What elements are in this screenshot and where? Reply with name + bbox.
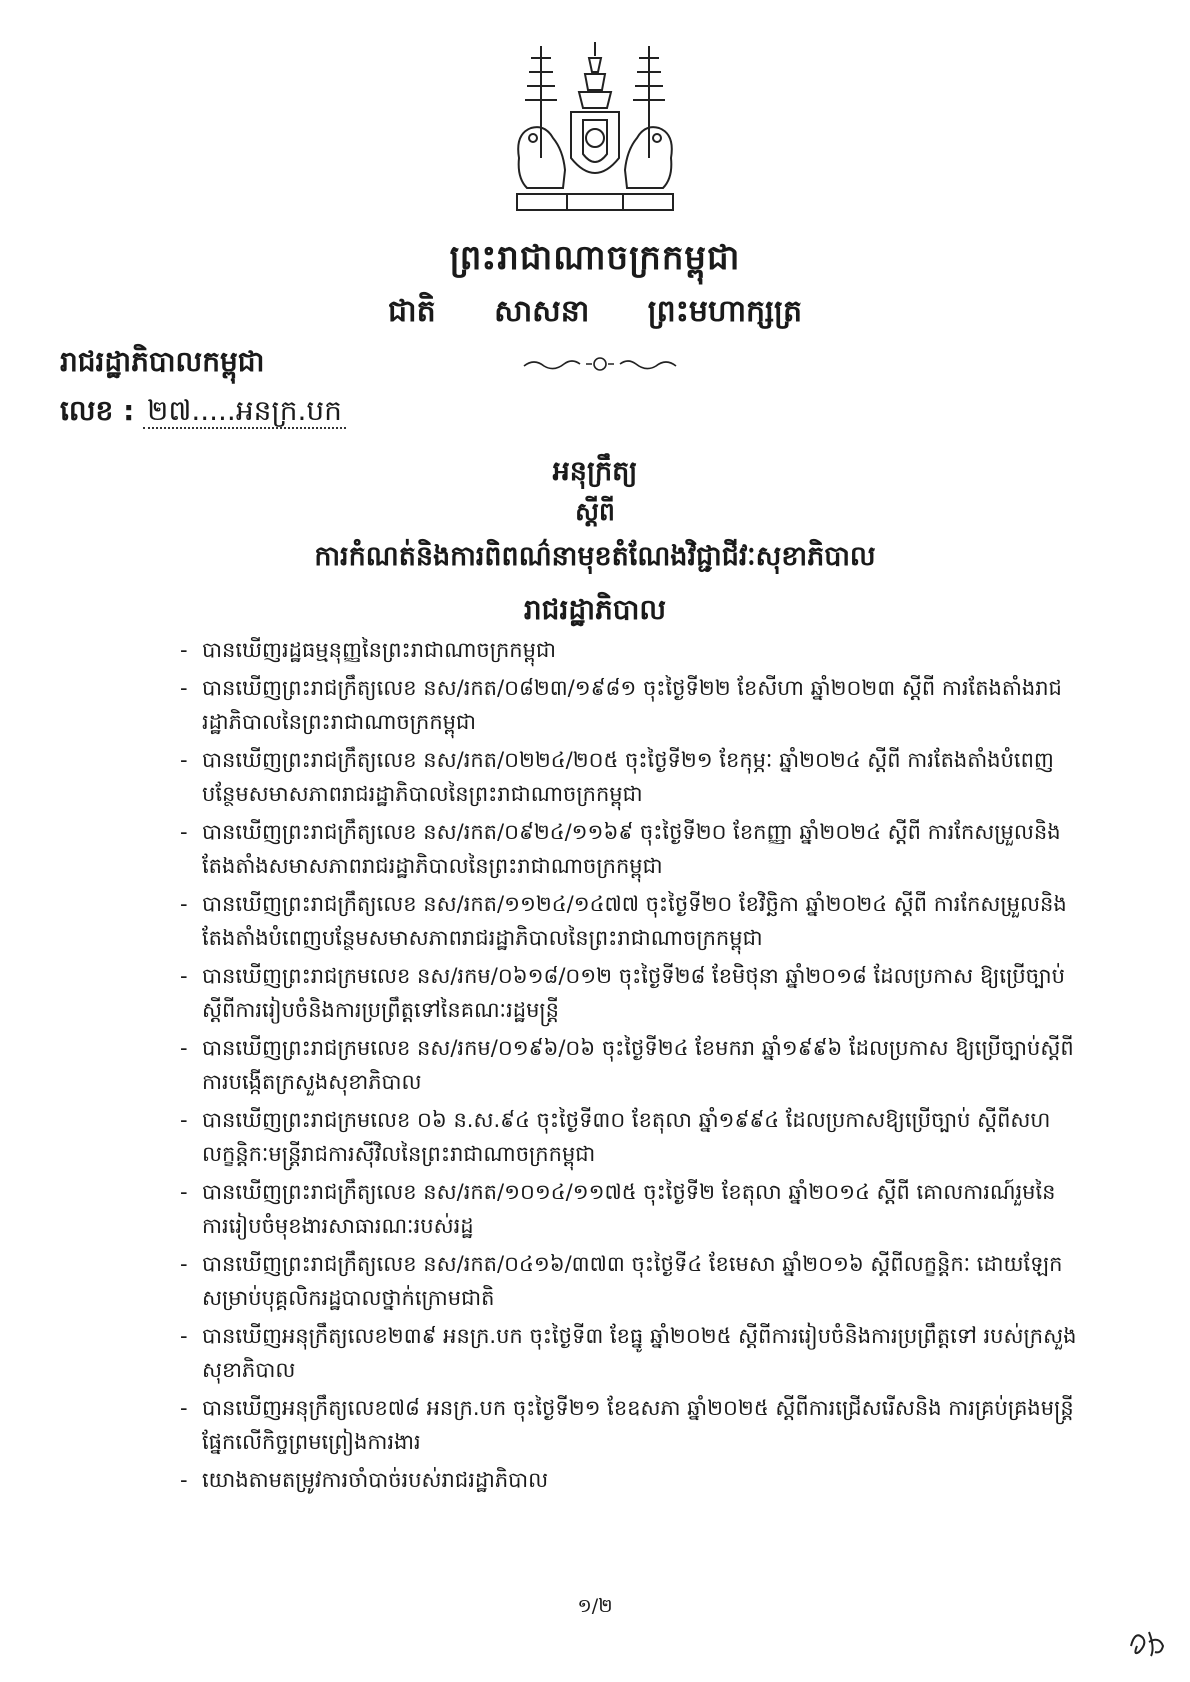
reference-item: - បានឃើញអនុក្រឹត្យលេខ២៣៩ អនក្រ.បក ចុះថ្ងៃទី៣ ខែធ្នូ ឆ្នាំ២០២៥ ស្តីពីការរៀបចំនិងការប្រព្រឹត្តទៅ របស់ក្រសួងសុខាភិបាល	[180, 1319, 1080, 1387]
national-motto	[0, 292, 1190, 336]
page-number: ១/២	[577, 1595, 613, 1617]
reference-item: - បានឃើញព្រះរាជក្រឹត្យលេខ នស/រកត/១១២៤/១៤៧៧ ចុះថ្ងៃទី២០ ខែវិច្ឆិកា ឆ្នាំ២០២៤ ស្តីពី ការកែសម្រួលនិងតែងតាំងបំពេញបន្ថែមសមាសភាពរាជរដ្ឋាភិបាលនៃព្រះរាជាណាចក្រកម្ពុជា	[180, 887, 1080, 955]
issuing-authority: រាជរដ្ឋាភិបាល	[523, 593, 667, 626]
reference-item: - បានឃើញព្រះរាជក្រឹត្យលេខ នស/រកត/០២២៤/២០៥ ចុះថ្ងៃទី២១ ខែកុម្ភៈ ឆ្នាំ២០២៤ ស្តីពី ការតែងតាំងបំពេញបន្ថែមសមាសភាពរាជរដ្ឋាភិបាលនៃព្រះរាជាណាចក្រកម្ពុជា	[180, 743, 1080, 811]
document-number	[60, 393, 346, 434]
decorative-divider-icon	[520, 354, 680, 374]
motto-king: ព្រះមហាក្សត្រ	[647, 294, 802, 329]
motto-nation: ជាតិ	[388, 294, 436, 329]
handwritten-initials-icon	[1125, 1624, 1169, 1660]
reference-item: - បានឃើញព្រះរាជក្រឹត្យលេខ នស/រកត/០៨២៣/១៩៨១ ចុះថ្ងៃទី២២ ខែសីហា ឆ្នាំ២០២៣ ស្តីពី ការតែងតាំងរាជរដ្ឋាភិបាលនៃព្រះរាជាណាចក្រកម្ពុជា	[180, 671, 1080, 739]
royal-coat-of-arms-icon	[505, 38, 685, 216]
reference-item: - បានឃើញព្រះរាជក្រឹត្យលេខ នស/រកត/១០១៤/១១៧៥ ចុះថ្ងៃទី២ ខែតុលា ឆ្នាំ២០១៤ ស្តីពី គោលការណ៍រួមនៃការរៀបចំមុខងារសាធារណៈរបស់រដ្ឋ	[180, 1175, 1080, 1243]
reference-item: - បានឃើញរដ្ឋធម្មនុញ្ញនៃព្រះរាជាណាចក្រកម្ពុជា	[180, 633, 1080, 667]
reference-item: - បានឃើញអនុក្រឹត្យលេខ៧៨ អនក្រ.បក ចុះថ្ងៃទី២១ ខែឧសភា ឆ្នាំ២០២៥ ស្តីពីការជ្រើសរើសនិង ការគ្រប់គ្រងមន្ត្រីផ្នែកលើកិច្ចព្រមព្រៀងការងារ	[180, 1391, 1080, 1459]
reference-item: - បានឃើញព្រះរាជក្រមលេខ នស/រកម/០៦១៨/០១២ ចុះថ្ងៃទី២៨ ខែមិថុនា ឆ្នាំ២០១៨ ដែលប្រកាស ឱ្យប្រើច្បាប់ស្តីពីការរៀបចំនិងការប្រព្រឹត្តទៅនៃគណៈរដ្ឋមន្ត្រី	[180, 959, 1080, 1027]
reference-item: - បានឃើញព្រះរាជក្រឹត្យលេខ នស/រកត/០៤១៦/៣៧៣ ចុះថ្ងៃទី៤ ខែមេសា ឆ្នាំ២០១៦ ស្តីពីលក្ខន្តិកៈ ដោយឡែកសម្រាប់បុគ្គលិករដ្ឋបាលថ្នាក់ក្រោមជាតិ	[180, 1247, 1080, 1315]
document-subject: ការកំណត់និងការពិពណ៌នាមុខតំណែងវិជ្ជាជីវៈសុខាភិបាល	[314, 541, 876, 572]
motto-religion: សាសនា	[494, 294, 590, 329]
about-label: ស្តីពី	[575, 497, 615, 526]
kingdom-title: ព្រះរាជាណាចក្រកម្ពុជា	[449, 238, 741, 278]
number-value: ២៧.....អនក្រ.បក	[143, 394, 346, 429]
reference-item: - យោងតាមតម្រូវការចាំបាច់របស់រាជរដ្ឋាភិបាល	[180, 1463, 1080, 1497]
reference-item: - បានឃើញព្រះរាជក្រមលេខ នស/រកម/០១៩៦/០៦ ចុះថ្ងៃទី២៤ ខែមករា ឆ្នាំ១៩៩៦ ដែលប្រកាស ឱ្យប្រើច្បាប់ស្តីពីការបង្កើតក្រសួងសុខាភិបាល	[180, 1031, 1080, 1099]
reference-item: - បានឃើញព្រះរាជក្រឹត្យលេខ នស/រកត/០៩២៤/១១៦៩ ចុះថ្ងៃទី២០ ខែកញ្ញា ឆ្នាំ២០២៤ ស្តីពី ការកែសម្រួលនិងតែងតាំងសមាសភាពរាជរដ្ឋាភិបាលនៃព្រះរាជាណាចក្រកម្ពុជា	[180, 815, 1080, 883]
issuing-government: រាជរដ្ឋាភិបាលកម្ពុជា	[60, 345, 265, 378]
number-label: លេខ :	[60, 394, 135, 427]
document-type: អនុក្រឹត្យ	[552, 456, 638, 487]
reference-item: - បានឃើញព្រះរាជក្រមលេខ ០៦ ន.ស.៩៤ ចុះថ្ងៃទី៣០ ខែតុលា ឆ្នាំ១៩៩៤ ដែលប្រកាសឱ្យប្រើច្បាប់ ស្តីពីសហលក្ខន្តិកៈមន្ត្រីរាជការស៊ីវិលនៃព្រះរាជាណាចក្រកម្ពុជា	[180, 1103, 1080, 1171]
legal-references-list	[180, 633, 1080, 1501]
